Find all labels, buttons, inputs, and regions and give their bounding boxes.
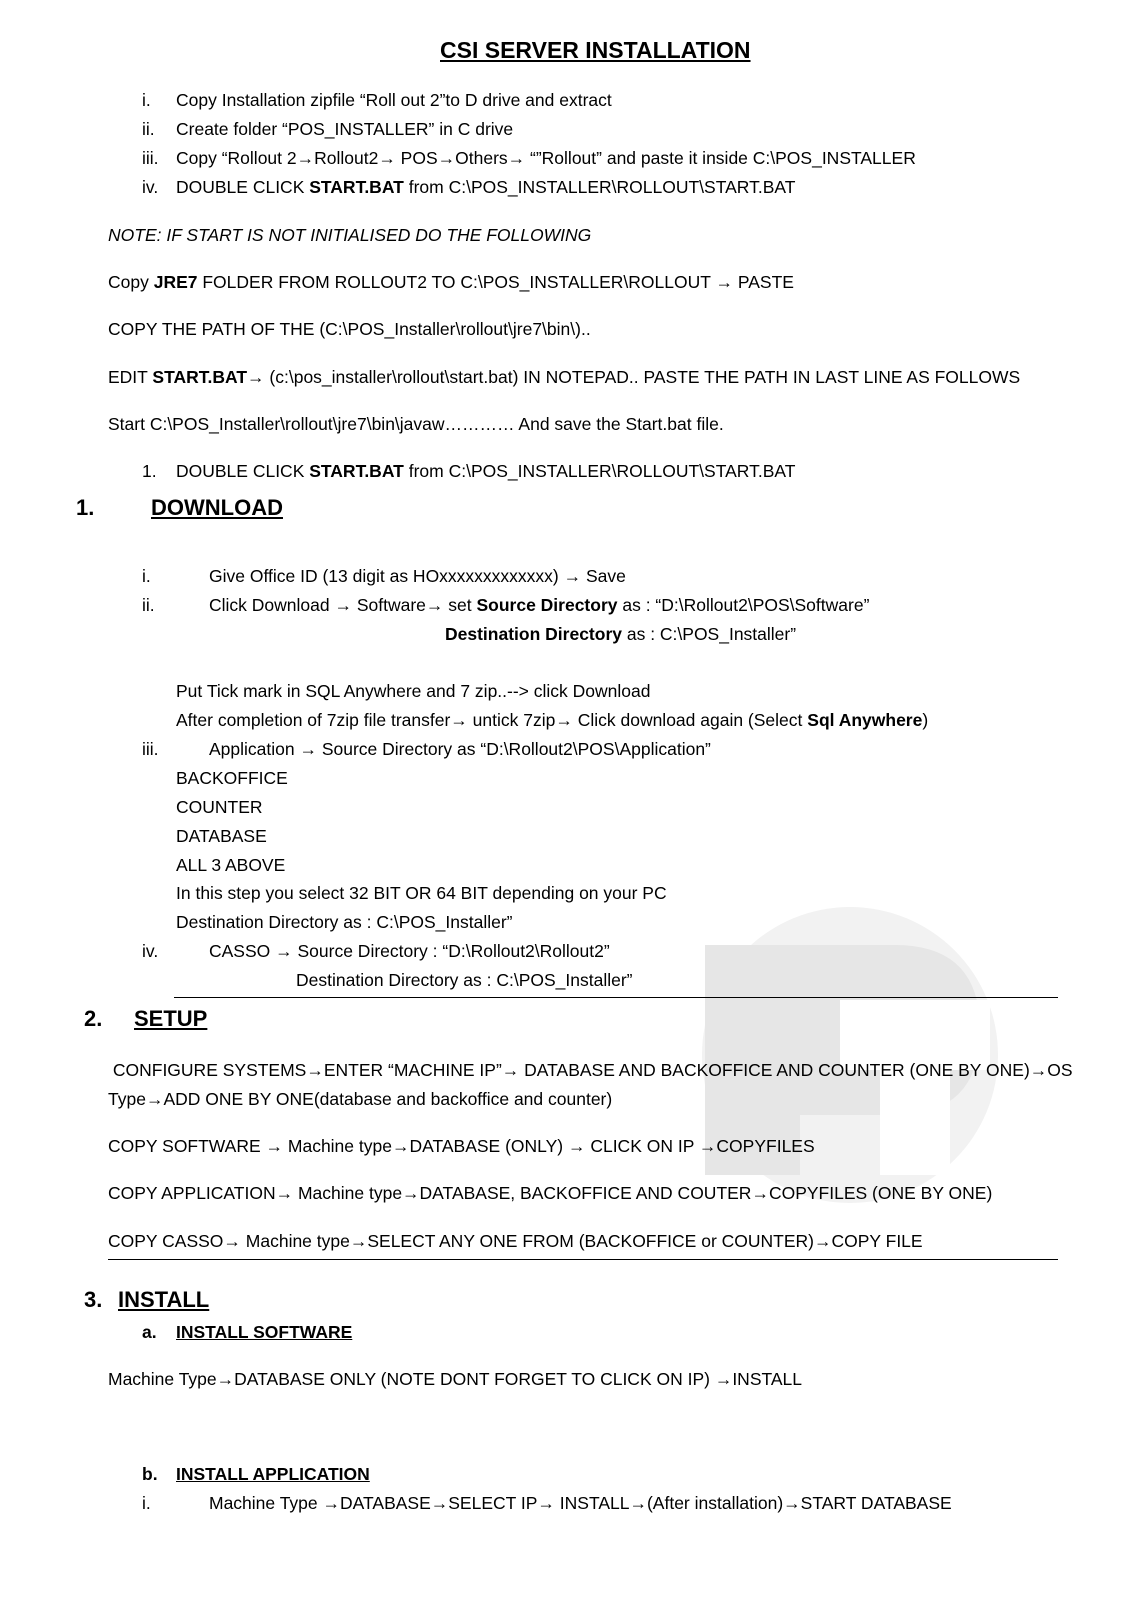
app-list-item: Destination Directory as : C:\POS_Installer” — [176, 912, 513, 932]
subheading-install-software: INSTALL SOFTWARE — [176, 1322, 353, 1342]
list-item-text: Copy Installation zipfile “Roll out 2”to D drive and extract — [176, 90, 612, 110]
list-item-text: Application → Source Directory as “D:\Rollout2\POS\Application” — [209, 739, 711, 759]
copy-casso-line: COPY CASSO→ Machine type→SELECT ANY ONE FROM (BACKOFFICE or COUNTER)→COPY FILE — [108, 1231, 923, 1251]
section-heading-setup: SETUP — [134, 1006, 208, 1031]
configure-line-2: Type→ADD ONE BY ONE(database and backoffice and counter) — [108, 1089, 613, 1109]
divider — [174, 997, 1058, 998]
section-number: 2. — [84, 1006, 103, 1031]
sub-letter: b. — [142, 1464, 158, 1484]
configure-line: CONFIGURE SYSTEMS→ENTER “MACHINE IP”→ DATABASE AND BACKOFFICE AND COUNTER (ONE BY ONE)→OS — [108, 1060, 1073, 1080]
app-list-item: BACKOFFICE — [176, 768, 288, 788]
final-step-text: DOUBLE CLICK START.BAT from C:\POS_INSTALLER\ROLLOUT\START.BAT — [176, 461, 796, 481]
list-item-text: Click Download → Software→ set Source Directory as : “D:\Rollout2\POS\Software” — [209, 595, 870, 615]
section-heading-install: INSTALL — [118, 1287, 210, 1312]
list-item-text: Copy “Rollout 2→Rollout2→ POS→Others→ “”Rollout” and paste it inside C:\POS_INSTALLER — [176, 148, 916, 168]
start-command-line: Start C:\POS_Installer\rollout\jre7\bin\javaw………… And save the Start.bat file. — [108, 414, 724, 434]
list-number: iv. — [142, 177, 159, 197]
note-text: NOTE: IF START IS NOT INITIALISED DO THE FOLLOWING — [108, 225, 592, 245]
section-heading-download: DOWNLOAD — [151, 495, 283, 520]
app-list-item: DATABASE — [176, 826, 267, 846]
copy-application-line: COPY APPLICATION→ Machine type→DATABASE, BACKOFFICE AND COUTER→COPYFILES (ONE BY ONE) — [108, 1183, 993, 1203]
tick-line: Put Tick mark in SQL Anywhere and 7 zip..--> click Download — [176, 681, 651, 701]
list-item-text: DOUBLE CLICK START.BAT from C:\POS_INSTALLER\ROLLOUT\START.BAT — [176, 177, 796, 197]
start-bat-name: START.BAT — [309, 177, 404, 197]
list-number: i. — [142, 1493, 151, 1513]
sub-letter: a. — [142, 1322, 157, 1342]
list-item-text: Create folder “POS_INSTALLER” in C drive — [176, 119, 514, 139]
copy-software-line: COPY SOFTWARE → Machine type→DATABASE (ONLY) → CLICK ON IP →COPYFILES — [108, 1136, 815, 1156]
destination-line: Destination Directory as : C:\POS_Installer” — [445, 624, 797, 644]
list-number: i. — [142, 90, 151, 110]
list-number: 1. — [142, 461, 157, 481]
install-software-line: Machine Type→DATABASE ONLY (NOTE DONT FORGET TO CLICK ON IP) →INSTALL — [108, 1369, 803, 1389]
destination-line: Destination Directory as : C:\POS_Installer” — [296, 970, 633, 990]
list-item-text: Give Office ID (13 digit as HOxxxxxxxxxxxxx) → Save — [209, 566, 626, 586]
watermark-logo — [680, 905, 1010, 1205]
list-number: iii. — [142, 148, 159, 168]
after-completion-line: After completion of 7zip file transfer→ untick 7zip→ Click download again (Select Sql Anywhere) — [176, 710, 929, 730]
divider — [108, 1259, 1058, 1260]
app-list-item: In this step you select 32 BIT OR 64 BIT depending on your PC — [176, 883, 667, 903]
list-number: iv. — [142, 941, 159, 961]
subheading-install-application: INSTALL APPLICATION — [176, 1464, 370, 1484]
section-number: 3. — [84, 1287, 103, 1312]
list-item — [142, 90, 151, 111]
copy-path-line: COPY THE PATH OF THE (C:\POS_Installer\rollout\jre7\bin\).. — [108, 319, 591, 339]
list-number: iii. — [142, 739, 159, 759]
section-number: 1. — [76, 495, 95, 520]
list-number: ii. — [142, 119, 155, 139]
copy-jre-line: Copy JRE7 FOLDER FROM ROLLOUT2 TO C:\POS_INSTALLER\ROLLOUT → PASTE — [108, 272, 794, 292]
page-title: CSI SERVER INSTALLATION — [440, 37, 751, 63]
list-item-text: CASSO → Source Directory : “D:\Rollout2\Rollout2” — [209, 941, 610, 961]
list-item-text: Machine Type →DATABASE→SELECT IP→ INSTALL→(After installation)→START DATABASE — [209, 1493, 952, 1513]
list-number: ii. — [142, 595, 155, 615]
edit-start-line: EDIT START.BAT→ (c:\pos_installer\rollout\start.bat) IN NOTEPAD.. PASTE THE PATH IN LAST LINE AS FOLLOWS — [108, 367, 1021, 387]
list-number: i. — [142, 566, 151, 586]
app-list-item: ALL 3 ABOVE — [176, 855, 286, 875]
app-list-item: COUNTER — [176, 797, 263, 817]
